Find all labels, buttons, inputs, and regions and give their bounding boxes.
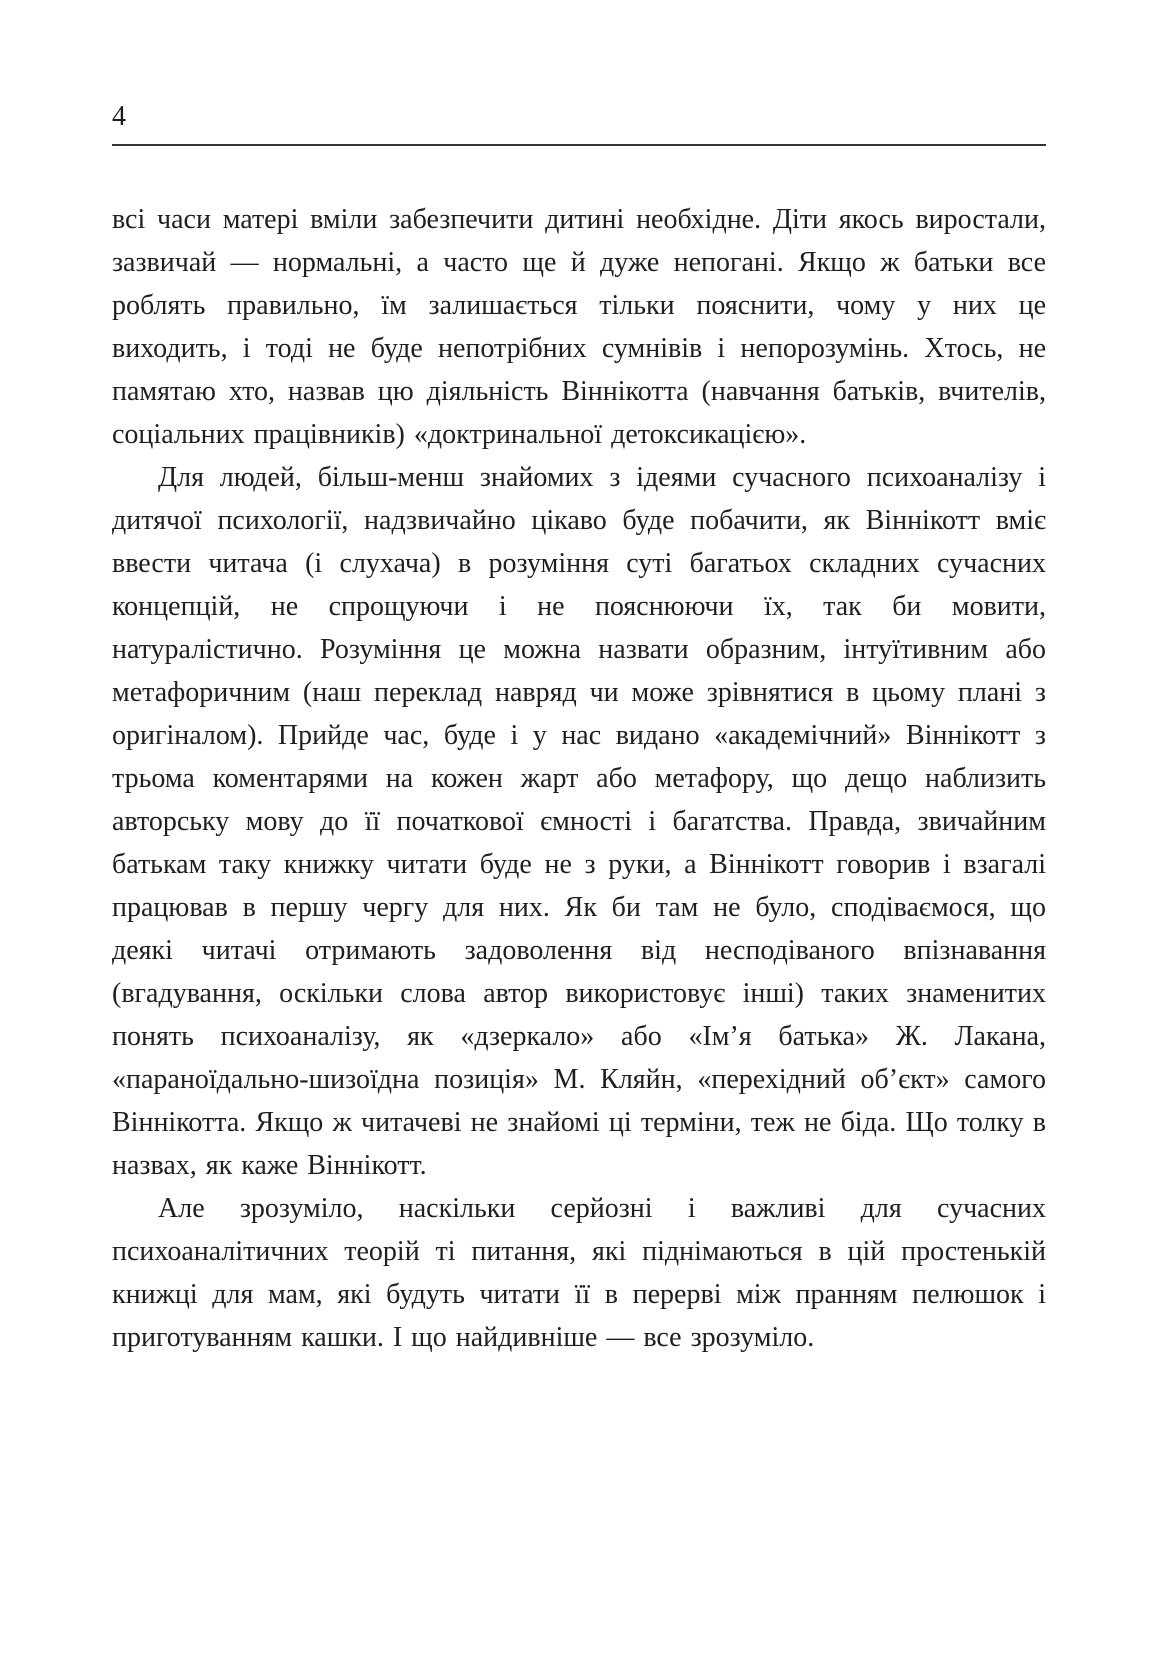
page-header [112,100,1046,146]
header-rule [112,144,1046,146]
paragraph: Але зрозуміло, наскільки серйозні і важливі для сучасних психоаналітичних теорій ті питання, які піднімаються в цій простенькій книжці для мам, які будуть читати її в перерві між пранням пелюшок і приготуванням кашки. І що найдивніше — все зрозуміло. [112,1193,1046,1353]
paragraph: Для людей, більш-менш знайомих з ідеями сучасного психоаналізу і дитячої психології, надзвичайно цікаво буде побачити, як Віннікотт вміє ввести читача (і слухача) в розуміння суті багатьох складних сучасних концепцій, не спрощуючи і не пояснюючи їх, так би мовити, натуралістично. Розуміння це можна назвати образним, інтуїтивним або метафоричним (наш переклад навряд чи може зрівнятися в цьому плані з оригіналом). Прийде час, буде і у нас видано «академічний» Віннікотт з трьома коментарями на кожен жарт або метафору, що дещо наблизить авторську мову до її початкової ємності і багатства. Правда, звичайним батькам таку книжку читати буде не з руки, а Віннікотт говорив і взагалі працював в першу чергу для них. Як би там не було, сподіваємося, що деякі читачі отримають задоволення від несподіваного впізнавання (вгадування, оскільки слова автор використовує інші) таких знаменитих понять психоаналізу, як «дзеркало» або «Ім’я батька» Ж. Лакана, «параноїдально-шизоїдна позиція» М. Кляйн, «перехідний об’єкт» самого Віннікотта. Якщо ж читачеві не знайомі ці терміни, теж не біда. Що толку в назвах, як каже Віннікотт. [112,462,1046,1181]
body-text [112,198,1046,1359]
paragraph: всі часи матері вміли забезпечити дитині необхідне. Діти якось виростали, зазвичай — нормальні, а часто ще й дуже непогані. Якщо ж батьки все роблять правильно, їм залишається тільки пояснити, чому у них це виходить, і тоді не буде непотрібних сумнівів і непорозумінь. Хтось, не памятаю хто, назвав цю діяльність Віннікотта (навчання батьків, вчителів, соціальних працівників) «доктринальної детоксикацією». [112,204,1046,450]
page-number: 4 [112,101,126,132]
